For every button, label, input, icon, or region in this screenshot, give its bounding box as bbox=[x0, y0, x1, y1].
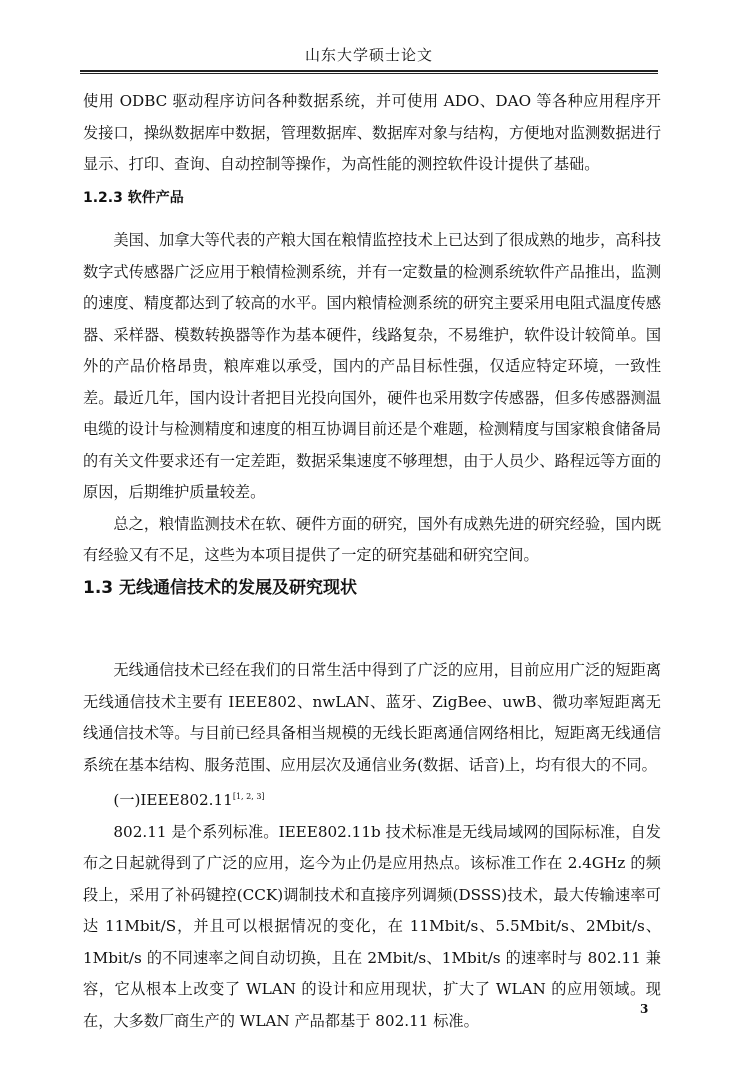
paragraph-80211: 802.11 是个系列标准。IEEE802.11b 技术标准是无线局域网的国际标准，自发布之日起就得到了广泛的应用，迄今为止仍是应用热点。该标准工作在 2.4GHz 的频段上，采用了补码键控(CCK)调制技术和直接序列调频(DSSS)技术，最大传输速率可达 11Mbit/S，并且可以根据情况的变化，在 11Mbit/s、5.5Mbit/s、2Mbit/s、1Mbit/s 的不同速率之间自动切换，且在 2Mbit/s、1Mbit/s 的速率时与 802.11 兼容，它从根本上改变了 WLAN 的设计和应用现状，扩大了 WLAN 的应用领域。现在，大多数厂商生产的 WLAN 产品都基于 802.11 标准。 bbox=[83, 822, 661, 1030]
paragraph-wireless: 无线通信技术已经在我们的日常生活中得到了广泛的应用，目前应用广泛的短距离无线通信技术主要有 IEEE802、nwLAN、蓝牙、ZigBee、uwB、微功率短距离无线通信技术等。与目前已经具备相当规模的无线长距离通信网络相比，短距离无线通信系统在基本结构、服务范围、应用层次及通信业务(数据、话音)上，均有很大的不同。 bbox=[83, 661, 661, 774]
header-rule-thin bbox=[80, 73, 658, 74]
page-body bbox=[83, 86, 661, 1037]
paragraph-products-2: 总之，粮情监测技术在软、硬件方面的研究，国外有成熟先进的研究经验，国内既有经验又有不足，这些为本项目提供了一定的研究基础和研究空间。 bbox=[83, 514, 661, 564]
paragraph-products-1: 美国、加拿大等代表的产粮大国在粮情监控技术上已达到了很成熟的地步，高科技数字式传感器广泛应用于粮情检测系统，并有一定数量的检测系统软件产品推出，监测的速度、精度都达到了较高的水平。国内粮情检测系统的研究主要采用电阻式温度传感器、采样器、模数转换器等作为基本硬件，线路复杂，不易维护，软件设计较简单。国外的产品价格昂贵，粮库难以承受，国内的产品目标性强，仅适应特定环境，一致性差。最近几年，国内设计者把目光投向国外，硬件也采用数字传感器，但多传感器测温电缆的设计与检测精度和速度的相互协调目前还是个难题，检测精度与国家粮食储备局的有关文件要求还有一定差距，数据采集速度不够理想，由于人员少、路程远等方面的原因，后期维护质量较差。 bbox=[83, 231, 661, 501]
section-heading-1-2-3: 1.2.3 软件产品 bbox=[83, 189, 184, 206]
page-number: 3 bbox=[640, 1002, 649, 1016]
citation-refs: [1, 2, 3] bbox=[232, 792, 265, 801]
section-heading-1-3: 1.3 无线通信技术的发展及研究现状 bbox=[83, 577, 358, 598]
subsection-heading-text: (一)IEEE802.11 bbox=[113, 791, 233, 809]
subsection-heading-ieee80211 bbox=[83, 781, 661, 817]
paragraph-intro: 使用 ODBC 驱动程序访问各种数据系统，并可使用 ADO、DAO 等各种应用程序开发接口，操纵数据库中数据，管理数据库、数据库对象与结构，方便地对监测数据进行显示、打印、查询、自动控制等操作，为高性能的测控软件设计提供了基础。 bbox=[83, 92, 661, 173]
header-rule-thick bbox=[80, 70, 658, 72]
running-head-title: 山东大学硕士论文 bbox=[304, 46, 433, 64]
